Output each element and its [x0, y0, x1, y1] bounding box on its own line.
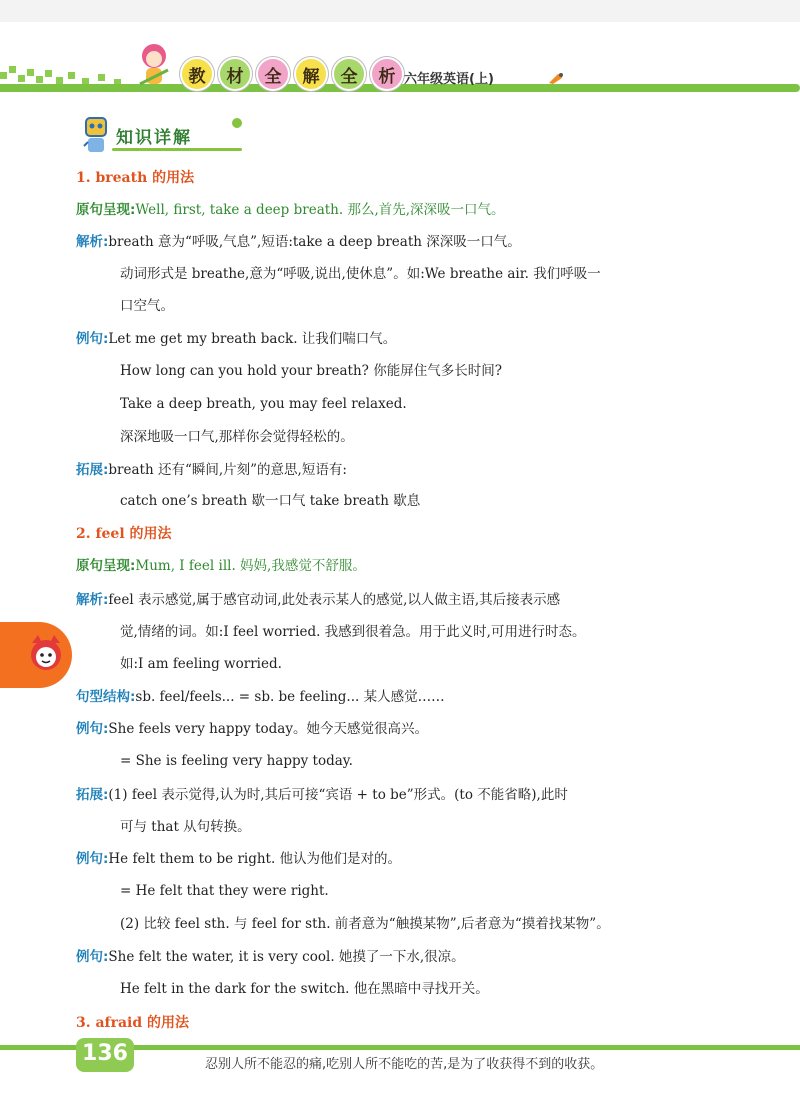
line-text: (1) feel 表示觉得,认为时,其后可接“宾语 + to be”形式。(to 不能省略),此时: [108, 787, 568, 803]
line-label: 原句呈现:: [76, 202, 136, 218]
indented-line: 如:I am feeling worried.: [120, 656, 282, 672]
labeled-line: [76, 785, 568, 805]
labeled-line: [76, 329, 396, 349]
line-label: 例句:: [76, 851, 109, 867]
book-title: [180, 57, 404, 91]
line-label: 例句:: [76, 721, 109, 737]
labeled-line: [76, 556, 366, 576]
line-label: 解析:: [76, 592, 109, 608]
line-text: breath 意为“呼吸,气息”,短语:take a deep breath 深深吸一口气。: [108, 234, 521, 250]
indented-line: How long can you hold your breath? 你能屏住气多长时间?: [120, 363, 502, 379]
line-label: 例句:: [76, 949, 109, 965]
indented-line: Take a deep breath, you may feel relaxed.: [120, 396, 407, 412]
title-char: 教: [180, 57, 214, 91]
labeled-line: [76, 849, 401, 869]
section-heading: 1. breath 的用法: [76, 170, 195, 186]
labeled-line: [76, 590, 560, 610]
indented-line: catch one’s breath 歇一口气 take breath 歇息: [120, 493, 421, 509]
labeled-line: [76, 947, 465, 967]
labeled-line: [76, 232, 521, 252]
line-text: feel 表示感觉,属于感官动词,此处表示某人的感觉,以人做主语,其后接表示感: [108, 592, 561, 608]
grade-label: 六年级英语(上): [404, 72, 494, 87]
section-heading: 3. afraid 的用法: [76, 1015, 190, 1031]
indented-line: (2) 比较 feel sth. 与 feel for sth. 前者意为“触摸某物”,后者意为“摸着找某物”。: [120, 916, 610, 932]
labeled-line: [76, 687, 445, 707]
title-char: 全: [256, 57, 290, 91]
section-dot: [232, 118, 242, 128]
header-pixel-decoration: [0, 66, 150, 86]
title-char: 材: [218, 57, 252, 91]
cartoon-face-icon: [28, 633, 64, 673]
line-text: Well, first, take a deep breath. 那么,首先,深深吸一口气。: [135, 202, 505, 218]
page-number: 136: [82, 1041, 128, 1066]
line-text: Mum, I feel ill. 妈妈,我感觉不舒服。: [135, 558, 366, 574]
title-char: 解: [294, 57, 328, 91]
line-label: 句型结构:: [76, 689, 136, 705]
line-text: He felt them to be right. 他认为他们是对的。: [108, 851, 402, 867]
labeled-line: [76, 460, 347, 480]
section-title: 知识详解: [116, 128, 192, 148]
line-text: sb. feel/feels... = sb. be feeling... 某人感觉……: [135, 689, 445, 705]
indented-line: He felt in the dark for the switch. 他在黑暗中寻找开关。: [120, 981, 489, 997]
section-underline: [112, 148, 242, 151]
header-band: [0, 0, 800, 22]
indented-line: 可与 that 从句转换。: [120, 819, 251, 835]
line-label: 原句呈现:: [76, 558, 136, 574]
girl-mascot-icon: [132, 40, 176, 92]
line-text: She feels very happy today。她今天感觉很高兴。: [108, 721, 428, 737]
pencil-icon: [548, 71, 564, 85]
line-label: 解析:: [76, 234, 109, 250]
title-char: 全: [332, 57, 366, 91]
labeled-line: [76, 719, 428, 739]
indented-line: = He felt that they were right.: [120, 883, 329, 899]
footer-motto: 忍别人所不能忍的痛,吃别人所不能吃的苦,是为了收获得不到的收获。: [205, 1057, 604, 1072]
indented-line: 深深地吸一口气,那样你会觉得轻松的。: [120, 429, 354, 445]
line-label: 拓展:: [76, 787, 109, 803]
indented-line: = She is feeling very happy today.: [120, 753, 353, 769]
line-text: Let me get my breath back. 让我们喘口气。: [108, 331, 397, 347]
robot-mascot-icon: [80, 116, 112, 156]
line-label: 拓展:: [76, 462, 109, 478]
line-label: 例句:: [76, 331, 109, 347]
line-text: breath 还有“瞬间,片刻”的意思,短语有:: [108, 462, 347, 478]
labeled-line: [76, 200, 505, 220]
section-heading: 2. feel 的用法: [76, 526, 172, 542]
title-char: 析: [370, 57, 404, 91]
indented-line: 口空气。: [120, 298, 174, 314]
indented-line: 动词形式是 breathe,意为“呼吸,说出,使休息”。如:We breathe air. 我们呼吸一: [120, 266, 601, 282]
indented-line: 觉,情绪的词。如:I feel worried. 我感到很着急。用于此义时,可用进行时态。: [120, 624, 586, 640]
line-text: She felt the water, it is very cool. 她摸了一下水,很凉。: [108, 949, 465, 965]
